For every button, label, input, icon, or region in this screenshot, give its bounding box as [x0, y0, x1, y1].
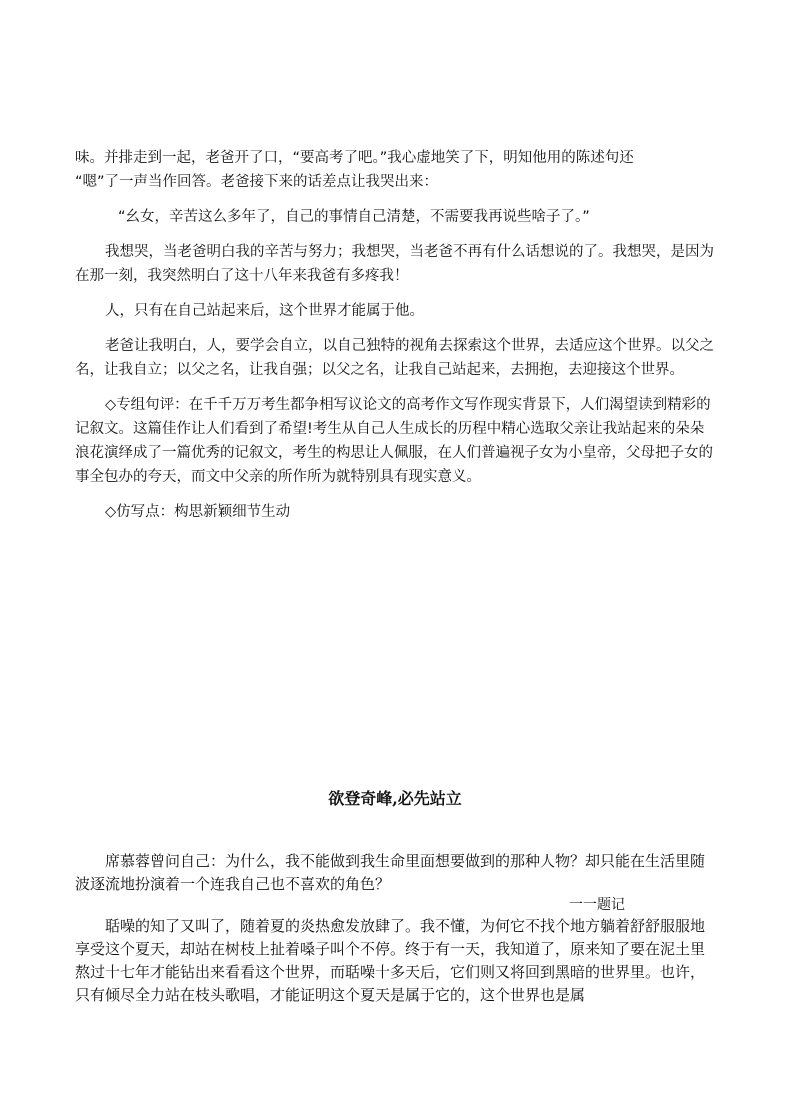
paragraph-1-line-1: 味。并排走到一起，老爸开了口，“要高考了吧。”我心虚地笑了下，明知他用的陈述句还	[75, 150, 634, 166]
epigraph-signature: 一一题记	[569, 897, 625, 913]
paragraph-father-quote: “幺女，辛苦这么多年了，自己的事情自己清楚，不需要我再说些啥子了。”	[118, 209, 590, 225]
essay-title: 欲登奇峰,必先站立	[328, 789, 462, 808]
paragraph-stand-up: 人，只有在自己站起来后，这个世界才能属于他。	[105, 303, 424, 319]
paragraph-father-name: 老爸让我明白，人，要学会自立，以自己独特的视角去探索这个世界，去适应这个世界。以父之名，让我自立；以父之名，让我自强；以父之名，让我自己站起来，去拥抱，去迎接这个世界。	[75, 338, 714, 378]
previous-essay-ending	[75, 146, 715, 524]
essay-body	[75, 850, 715, 1007]
paragraph-want-to-cry: 我想哭，当老爸明白我的辛苦与努力；我想哭，当老爸不再有什么话想说的了。我想哭，是因为在那一刻，我突然明白了这十八年来我爸有多疼我！	[75, 244, 714, 284]
paragraph-imitation-point: ◇仿写点：构思新颖细节生动	[105, 504, 291, 520]
paragraph-1-line-2: “嗯”了一声当作回答。老爸接下来的话差点让我哭出来：	[75, 174, 439, 190]
paragraph-cicada: 聒噪的知了又叫了，随着夏的炎热愈发放肆了。我不懂，为何它不找个地方躺着舒舒服服地享受这个夏天，却站在树枝上扯着嗓子叫个不停。终于有一天，我知道了，原来知了要在泥土里熬过十七年才能钻出来看看这个世界，而聒噪十多天后，它们则又将回到黑暗的世界里。也许，只有倾尽全力站在枝头歌唱，才能证明这个夏天是属于它的，这个世界也是属	[75, 917, 706, 1004]
epigraph: 席慕蓉曾问自己：为什么，我不能做到我生命里面想要做到的那种人物？却只能在生活里随波逐流地扮演着一个连我自己也不喜欢的角色？	[75, 852, 706, 893]
paragraph-expert-comment: ◇专组句评：在千千万万考生都争相写议论文的高考作文写作现实背景下，人们渴望读到精彩的记叙文。这篇佳作让人们看到了希望!考生从自己人生成长的历程中精心选取父亲让我站起来的朵朵浪花演绎成了一篇优秀的记叙文，考生的构思让人佩服，在人们普遍视子女为小皇帝，父母把子女的事全包办的夸天，而文中父亲的所作所为就特别具有现实意义。	[75, 397, 713, 485]
